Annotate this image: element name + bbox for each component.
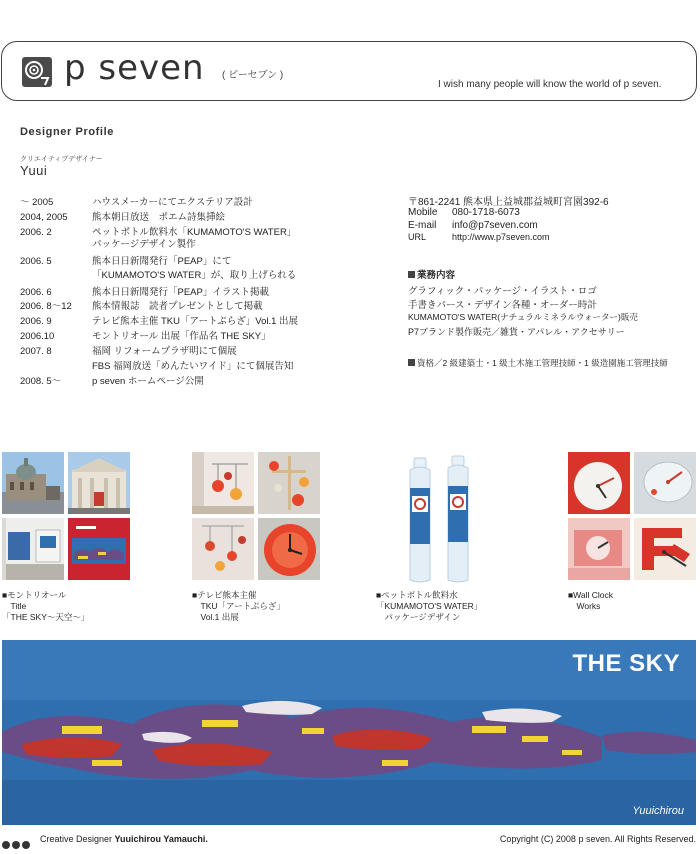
designer-prefix: Creative Designer [40,834,113,844]
photo-montreal-building[interactable] [2,452,64,514]
timeline-text: FBS 福岡放送「めんたいワイド」にて個展告知 [92,361,294,372]
service-line: 手書きパース・デザイン各種・オーダー時計 [408,300,597,311]
copyright: Copyright (C) 2008 p seven. All Rights Reserved. [499,834,696,844]
timeline-text: 「KUMAMOTO'S WATER」が、取り上げられる [92,270,297,281]
caption-line: ■テレビ熊本主催 [192,590,257,600]
timeline-date: 2006. 9 [20,316,52,327]
caption-line: Title [2,601,27,611]
contact-email [408,220,538,231]
timeline-date: 2006. 5 [20,256,52,267]
photo-mobile-sculpture[interactable] [192,452,254,514]
dot-icon [12,841,20,849]
p7-logo-icon[interactable] [22,57,52,87]
brand-name[interactable]: p seven [64,48,205,88]
services-heading [408,267,455,281]
photo-white-clock-red[interactable] [568,452,630,514]
timeline-text: p seven ホームページ公開 [92,376,204,387]
timeline-text: ハウスメーカーにてエクステリア設計 [92,197,253,208]
service-line: KUMAMOTO'S WATER(ナチュラルミネラルウォーター)販売 [408,312,638,322]
timeline-text: 熊本情報誌 読者プレゼントとして掲載 [92,301,263,312]
photo-red-clock[interactable] [258,518,320,580]
timeline-text: モントリオール 出展「作品名 THE SKY」 [92,331,271,342]
footer-dots-icon [2,836,32,854]
timeline-text: ペットボトル飲料水「KUMAMOTO'S WATER」 [92,227,297,238]
bullet-square-icon [408,359,415,366]
dot-icon [22,841,30,849]
footer-designer [40,834,208,844]
caption-line: パッケージデザイン [376,612,461,622]
photo-clear-clock[interactable] [634,452,696,514]
profile-heading: Designer Profile [20,126,114,138]
timeline-date: 2006. 2 [20,227,52,238]
photo-red-spheres[interactable] [192,518,254,580]
timeline-row [20,298,263,312]
caption-line: ■モントリオール [2,590,67,600]
url-link[interactable]: http://www.p7seven.com [452,232,550,242]
caption-wall-clock [568,590,613,612]
photo-gallery-wall[interactable] [2,518,64,580]
contact-url [408,232,550,242]
banner-title: THE SKY [572,650,680,677]
timeline-row [20,343,237,357]
qualifications-text: 資格／2 級建築士・1 級土木施工管理技師・1 級造園施工管理技師 [417,358,668,368]
timeline-date: 2008. 5～ [20,376,62,387]
caption-line: 「KUMAMOTO'S WATER」 [376,601,483,611]
photo-the-sky-poster[interactable] [68,518,130,580]
timeline-text: 熊本日日新聞発行「PEAP」にて [92,256,232,267]
timeline-text: 福岡 リフォームプラザ明にて個展 [92,346,237,357]
timeline-date: 2006. 8～12 [20,301,72,312]
photo-pink-clock[interactable] [568,518,630,580]
caption-tku [192,590,285,623]
caption-line: Works [568,601,601,611]
timeline-date: 2004, 2005 [20,212,68,223]
timeline-row [20,236,196,250]
caption-line: ■Wall Clock [568,590,613,600]
contact-mobile [408,207,520,218]
contact-address: 〒861-2241 熊本県上益城郡益城町宮園392-6 [408,197,609,208]
banner-signature: Yuuichirou [632,805,684,817]
timeline-text: パッケージデザイン製作 [92,239,196,250]
designer-name: Yuui [20,163,48,178]
timeline-row [20,253,231,267]
designer-role: クリエイティブデザイナー [20,156,103,163]
mobile-label: Mobile [408,207,438,218]
timeline-row [20,358,293,372]
timeline-text: テレビ熊本主催 TKU「アートぷらざ」Vol.1 出展 [92,316,299,327]
timeline-row [20,313,298,327]
email-link[interactable]: info@p7seven.com [452,220,538,231]
timeline-row [20,267,296,281]
caption-line: TKU「アートぷらざ」 [192,601,285,611]
brand-kana: ( ピーセブン ) [222,70,284,81]
the-sky-banner[interactable] [2,640,696,825]
services-heading-label: 業務内容 [417,270,456,281]
photo-wooden-mobile[interactable] [258,452,320,514]
timeline-row [20,284,269,298]
timeline-text: 熊本日日新聞発行「PEAP」イラスト掲載 [92,287,270,298]
timeline-row [20,328,271,342]
timeline-text: 熊本朝日放送 ポエム詩集挿絵 [92,212,226,223]
timeline-date: 2006.10 [20,331,55,342]
bullet-square-icon [408,271,415,278]
url-label: URL [408,232,427,242]
photo-kanji-clock[interactable] [634,518,696,580]
timeline-row [20,209,225,223]
caption-line: ■ペットボトル飲料水 [376,590,458,600]
mobile-number[interactable]: 080-1718-6073 [452,207,520,218]
caption-line: 「THE SKY～天空～」 [2,612,90,622]
timeline-row [20,194,253,208]
caption-water [376,590,482,623]
service-line: グラフィック・パッケージ・イラスト・ロゴ [408,286,597,297]
caption-montreal [2,590,89,623]
timeline-date: 2007. 8 [20,346,52,357]
dot-icon [2,841,10,849]
email-label: E-mail [408,220,437,231]
caption-line: Vol.1 出展 [192,612,239,622]
designer-full-name: Yuuichirou Yamauchi. [114,834,208,844]
service-line: P7ブランド製作販売／雑貨・アパレル・アクセサリー [408,327,625,337]
timeline-date: 2006. 6 [20,287,52,298]
photo-montreal-entrance[interactable] [68,452,130,514]
tagline: I wish many people will know the world of p seven. [438,79,662,90]
timeline-date: ～ 2005 [20,197,54,208]
qualifications [408,357,668,369]
timeline-row [20,373,204,387]
photo-kumamoto-water-bottles[interactable] [398,452,488,586]
